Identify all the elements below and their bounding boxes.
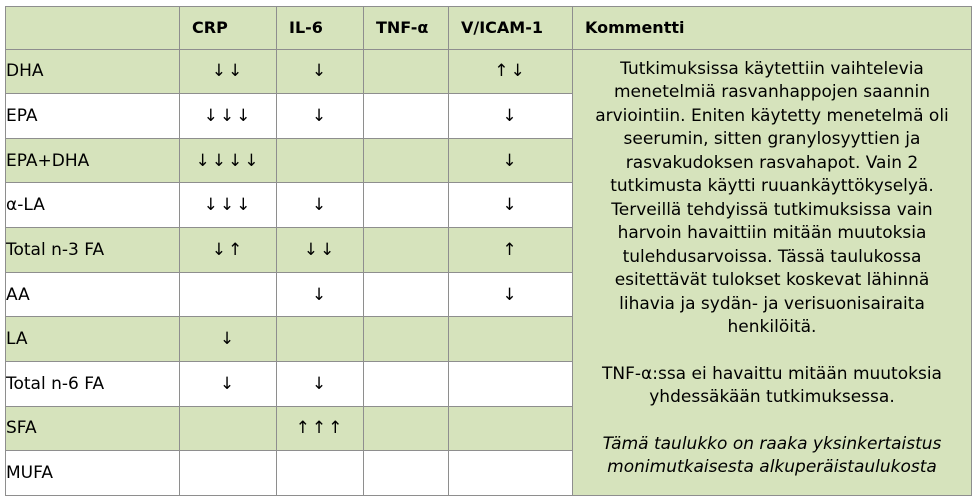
comment-paragraph-1: Tutkimuksissa käytettiin vaihtelevia menetelmiä rasvanhappojen saannin arviointiin. Eniten käytetty menetelmä oli seerumin, sitten granylosyyttien ja rasvakudoksen rasvahapot. Vain 2 tutkimusta käytti ruuankäyttökyselyä. Terveillä tehdyissä tutkimuksissa vain harvoin havaittiin mitään muutoksia tulehdusarvoissa. Tässä taulukossa esitettävät tulokset koskevat lähinnä lihavia ja sydän- ja verisuonisairaita henkilöitä.: [595, 58, 949, 338]
vicam-value: [449, 406, 573, 451]
vicam-value: ↓: [449, 94, 573, 139]
header-il6: IL-6: [277, 7, 364, 50]
vicam-value: ↑↓: [449, 49, 573, 94]
row-label: DHA: [6, 49, 180, 94]
vicam-value: [449, 361, 573, 406]
header-row: [6, 7, 972, 50]
row-label: Total n-3 FA: [6, 228, 180, 273]
header-comment: Kommentti: [573, 7, 972, 50]
row-label: Total n-6 FA: [6, 361, 180, 406]
tnf-value: [364, 94, 449, 139]
tnf-value: [364, 272, 449, 317]
header-empty: [6, 7, 180, 50]
fatty-acid-table: [5, 6, 972, 496]
il6-value: ↓↓: [277, 228, 364, 273]
crp-value: [180, 406, 277, 451]
crp-value: ↓↓↓↓: [180, 138, 277, 183]
il6-value: ↓: [277, 272, 364, 317]
crp-value: ↓↓↓: [180, 183, 277, 228]
crp-value: ↓↓↓: [180, 94, 277, 139]
header-tnf: TNF-α: [364, 7, 449, 50]
il6-value: ↓: [277, 49, 364, 94]
crp-value: [180, 272, 277, 317]
crp-value: [180, 451, 277, 496]
crp-value: ↓: [180, 361, 277, 406]
tnf-value: [364, 406, 449, 451]
tnf-value: [364, 183, 449, 228]
row-label: AA: [6, 272, 180, 317]
il6-value: [277, 138, 364, 183]
tnf-value: [364, 228, 449, 273]
il6-value: [277, 317, 364, 362]
table-row: [6, 49, 972, 94]
vicam-value: ↑: [449, 228, 573, 273]
tnf-value: [364, 317, 449, 362]
vicam-value: ↓: [449, 183, 573, 228]
crp-value: ↓↓: [180, 49, 277, 94]
vicam-value: [449, 451, 573, 496]
il6-value: [277, 451, 364, 496]
row-label: α-LA: [6, 183, 180, 228]
row-label: EPA+DHA: [6, 138, 180, 183]
tnf-value: [364, 451, 449, 496]
tnf-value: [364, 49, 449, 94]
comment-cell: [573, 49, 972, 495]
il6-value: ↓: [277, 361, 364, 406]
crp-value: ↓↑: [180, 228, 277, 273]
comment-paragraph-2: TNF-α:ssa ei havaittu mitään muutoksia yhdessäkään tutkimuksessa.: [602, 363, 942, 408]
row-label: MUFA: [6, 451, 180, 496]
il6-value: ↓: [277, 183, 364, 228]
vicam-value: ↓: [449, 138, 573, 183]
il6-value: ↑↑↑: [277, 406, 364, 451]
tnf-value: [364, 138, 449, 183]
comment-paragraph-3: Tämä taulukko on raaka yksinkertaistus monimutkaisesta alkuperäistaulukosta: [602, 433, 942, 478]
il6-value: ↓: [277, 94, 364, 139]
row-label: LA: [6, 317, 180, 362]
header-vicam: V/ICAM-1: [449, 7, 573, 50]
vicam-value: ↓: [449, 272, 573, 317]
row-label: SFA: [6, 406, 180, 451]
crp-value: ↓: [180, 317, 277, 362]
vicam-value: [449, 317, 573, 362]
tnf-value: [364, 361, 449, 406]
header-crp: CRP: [180, 7, 277, 50]
row-label: EPA: [6, 94, 180, 139]
